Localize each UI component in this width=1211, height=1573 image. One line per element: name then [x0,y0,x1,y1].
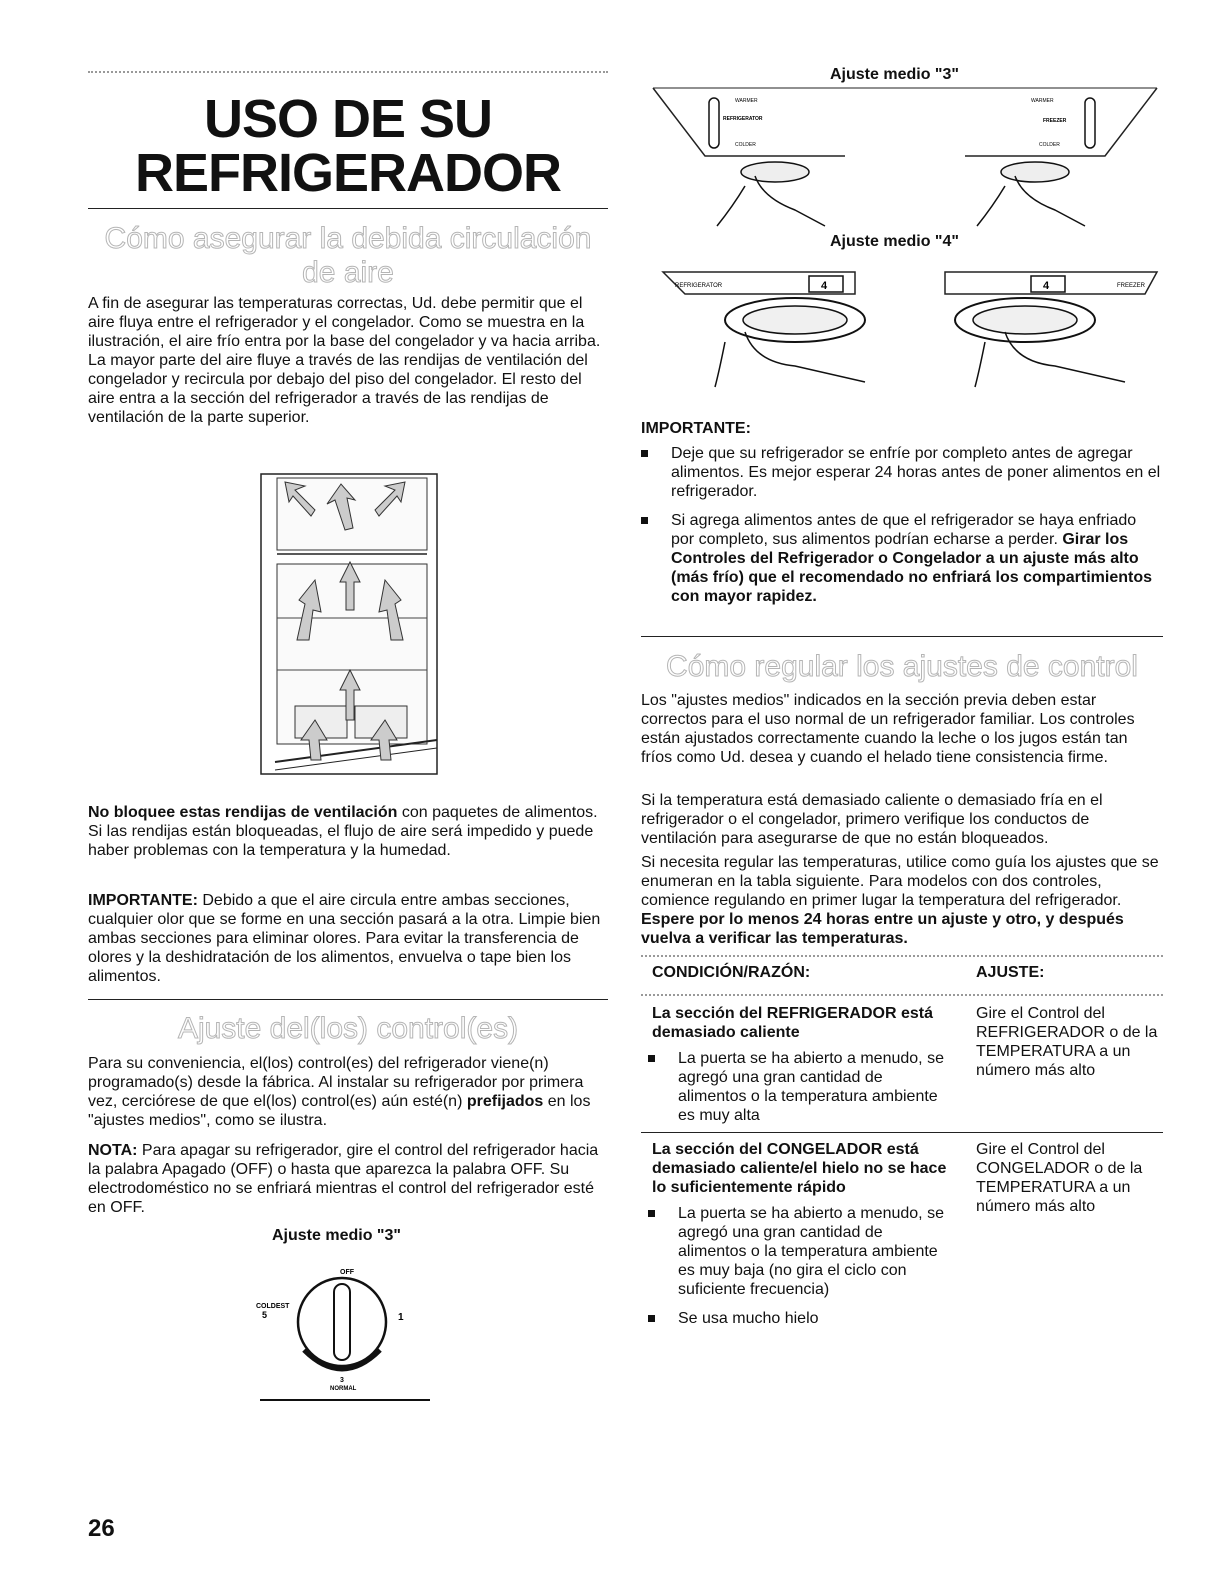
row2-bullet-text: Se usa mucho hielo [678,1310,819,1327]
colder-label-left: COLDER [735,142,756,148]
dial-off-label: OFF [340,1269,354,1276]
table-header-adjust: AJUSTE: [976,964,1045,981]
dial-5-label: 5 [262,1310,268,1320]
page-number: 26 [88,1515,115,1542]
adjust-paragraph-1: Los "ajustes medios" indicados en la sección previa deben estar correctos para el uso normal de un refrigerador familiar. Los controles están ajustados correctamente cuando la leche o los jugos están tan fríos como Ud. desea y cuando el helado tiene consistencia firme. [641,692,1135,766]
title-rule [88,208,608,209]
vent-warning-bold: No bloquee estas rendijas de ventilación [88,804,398,821]
note-text: Para apagar su refrigerador, gire el control del refrigerador hacia la palabra Apagado (OFF) o hasta que aparezca la palabra OFF. Su electrodoméstico no se enfriará mientras el control del refrigerador esté en OFF. [88,1142,599,1216]
row2-bullet [644,1309,954,1328]
table-header-rule [641,994,1163,996]
odor-important-paragraph [88,891,603,986]
controls-heading: Ajuste del(los) control(es) [177,1012,519,1045]
freezer-label-top: FREEZER [1043,118,1067,124]
row1-bullet-text: La puerta se ha abierto a menudo, se agregó una gran cantidad de alimentos o la temperatura ambiente es muy alta [678,1050,944,1124]
adjust-paragraph-3 [641,853,1161,948]
air-circulation-heading: Cómo asegurar la debida circulación de aire [104,222,592,289]
row2-bullet-text: La puerta se ha abierto a menudo, se agregó una gran cantidad de alimentos o la temperatura ambiente es muy baja (no gira el ciclo con suficiente frecuencia) [678,1205,944,1298]
freezer-label: FREEZER [1117,283,1146,289]
controls-text-a: Para su conveniencia, el(los) control(es) del refrigerador viene(n) programado(s) desde la fábrica. Al instalar su refrigerador por primera vez, cerciórese de que el(los) control(es) aún esté(n) [88,1055,584,1110]
control-dial-illustration [252,1262,432,1404]
airflow-illustration [255,470,445,788]
bullet-square [641,450,648,457]
warmer-label-right: WARMER [1031,98,1054,104]
dial-3-label: 3 [340,1377,344,1384]
important-bullet-text: Deje que su refrigerador se enfríe por completo antes de agregar alimentos. Es mejor esperar 24 horas antes de poner alimentos en el refrigerador. [671,445,1161,500]
note-label: NOTA: [88,1142,138,1159]
controls-paragraph [88,1054,603,1130]
refrigerator-dial-value: 4 [821,280,828,292]
dial-caption: Ajuste medio "3" [272,1227,401,1244]
adjust-paragraph-2: Si la temperatura está demasiado caliente o demasiado fría en el refrigerador o el congelador, primero verifique los conductos de ventilación para asegurarse de que no están bloqueados. [641,792,1103,847]
dial-normal-label: NORMAL [330,1386,357,1392]
odor-important-label: IMPORTANTE: [88,892,198,909]
important-bullet-text: Si agrega alimentos antes de que el refrigerador se haya enfriado por completo, sus alimentos podrían echarse a perder. [671,512,1137,548]
odor-important-text: Debido a que el aire circula entre ambas secciones, cualquier olor que se forme en una sección pasará a la otra. Limpie bien ambas secciones para eliminar olores. Para evitar la transferencia de olores y la deshidratación de los alimentos, envuelva o tape bien los alimentos. [88,892,601,985]
row1-condition: La sección del REFRIGERADOR está demasiado caliente [652,1005,933,1041]
refrigerator-label-top: REFRIGERATOR [723,116,763,122]
row1-adjust: Gire el Control del REFRIGERADOR o de la TEMPERATURA a un número más alto [976,1005,1158,1079]
figure-caption-mid: Ajuste medio "4" [830,233,959,250]
controls-text-bold: prefijados [466,1093,544,1110]
table-row-rule [641,1132,1163,1133]
air-intro-paragraph: A fin de asegurar las temperaturas correctas, Ud. debe permitir que el aire fluya entre el refrigerador y el congelador. Como se muestra en la ilustración, el aire frío entra por la base del congelador y va hacia arriba. La mayor parte del aire fluye a través de las rendijas de ventilación del congelador y recircula por debajo del piso del congelador. El resto del aire entra a la sección del refrigerador a través de las rendijas de ventilación de la parte superior. [88,295,601,426]
important-bullet [637,511,1163,606]
figure-caption-top: Ajuste medio "3" [830,66,959,83]
important-bullet-list [637,444,1163,616]
vent-warning-text: con paquetes de alimentos. Si las rendijas están bloqueadas, el flujo de aire será impedido y puede haber problemas con la temperatura y la humedad. [88,804,598,859]
table-top-rule [641,955,1163,957]
adjust-p3-bold: Espere por lo menos 24 horas entre un ajuste y otro, y después vuelva a verificar las temperaturas. [641,911,1124,947]
page-title: USO DE SU REFRIGERADOR [134,89,561,203]
adjust-p3-text: Si necesita regular las temperaturas, utilice como guía los ajustes que se enumeran en la tabla siguiente. Para modelos con dos controles, comience regulando en primer lugar la temperatura del refrigerador. [641,854,1159,909]
table-header-condition: CONDICIÓN/RAZÓN: [652,964,811,981]
controls-text-b: en los "ajustes medios", como se ilustra. [88,1093,591,1129]
row2-adjust: Gire el Control del CONGELADOR o de la TEMPERATURA a un número más alto [976,1141,1143,1215]
row1-bullets [644,1049,954,1135]
vent-warning-paragraph [88,803,603,860]
row2-bullet [644,1204,954,1299]
important-bullet [637,444,1163,501]
bottom-control-panel-illustration [645,262,1165,392]
dial-1-label: 1 [398,1312,404,1323]
bullet-square [648,1315,655,1322]
bullet-square [648,1210,655,1217]
warmer-label-left: WARMER [735,98,758,104]
important-bullet-bold: Girar los Controles del Refrigerador o Congelador a un ajuste más alto (más frío) que el recomendado no enfriará los compartimientos con mayor rapidez. [671,531,1152,605]
row2-bullets [644,1204,954,1338]
freezer-dial-value: 4 [1043,280,1050,292]
bullet-square [641,517,648,524]
row1-bullet [644,1049,954,1125]
colder-label-right: COLDER [1039,142,1060,148]
controls-rule [88,999,608,1000]
bullet-square [648,1055,655,1062]
refrigerator-label: REFRIGERATOR [675,283,723,289]
row2-condition: La sección del CONGELADOR está demasiado caliente/el hielo no se hace lo suficientemente rápido [652,1141,947,1196]
top-dotted-rule [88,71,608,73]
adjust-heading: Cómo regular los ajustes de control [666,650,1138,683]
important-label: IMPORTANTE: [641,420,751,437]
dial-coldest-label: COLDEST [256,1303,290,1310]
top-control-panel-illustration [645,86,1165,236]
note-paragraph [88,1141,603,1217]
adjust-rule [641,636,1163,637]
